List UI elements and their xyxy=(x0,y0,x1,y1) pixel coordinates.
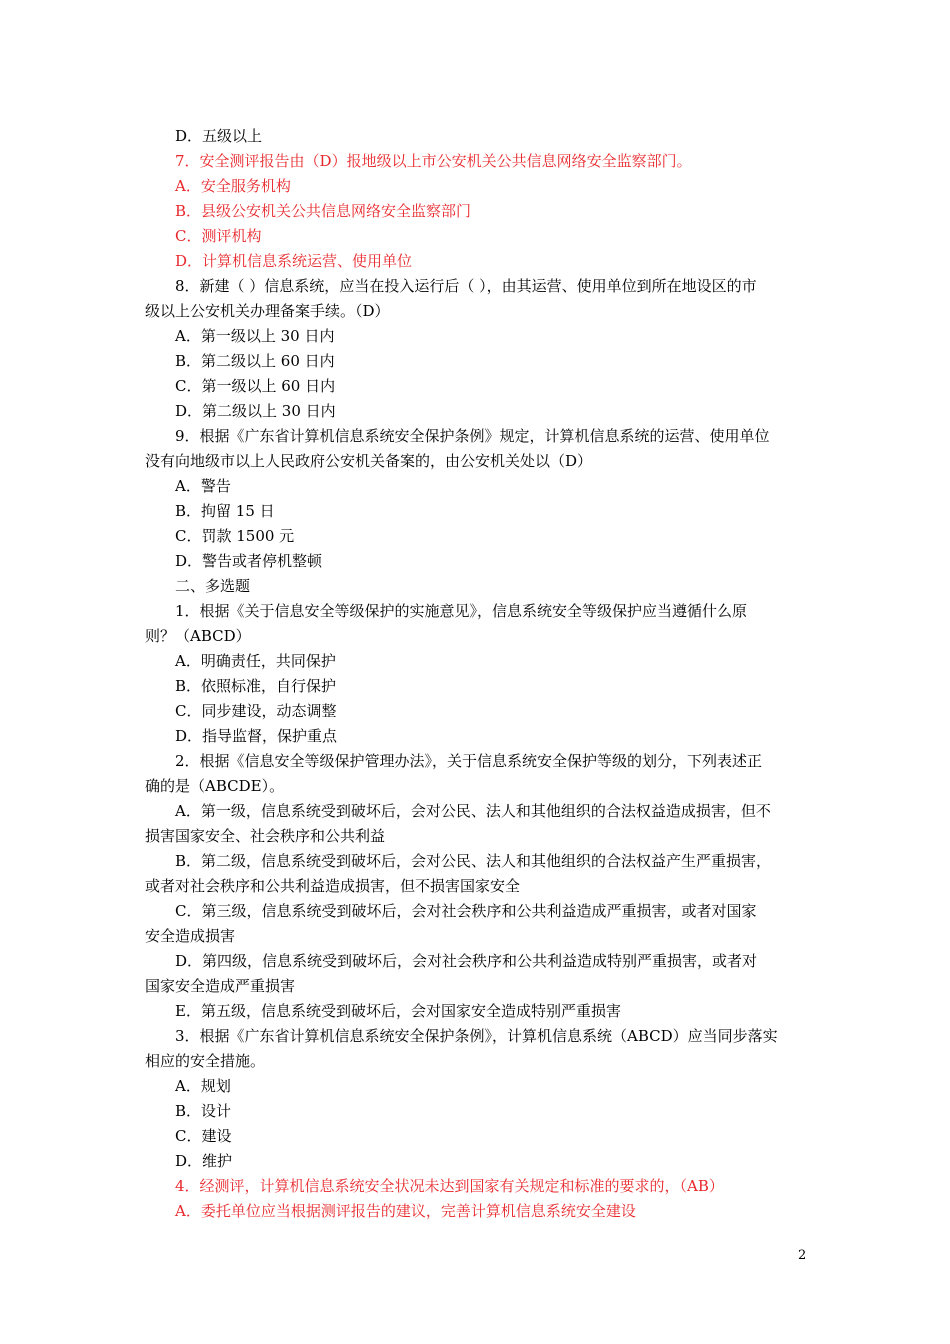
option-paragraph: B．第二级，信息系统受到破坏后，会对公民、法人和其他组织的合法权益产生严重损害， 或者对社会秩序和公共利益造成损害，但不损害国家安全 xyxy=(145,852,772,895)
multi-question-2: 2．根据《信息安全等级保护管理办法》，关于信息系统安全保护等级的划分，下列表述正 确的是（ABCDE）。 xyxy=(145,752,763,795)
option-line: D．五级以上 xyxy=(175,127,263,145)
option-paragraph: A．第一级，信息系统受到破坏后，会对公民、法人和其他组织的合法权益造成损害，但不 损害国家安全、社会秩序和公共利益 xyxy=(145,802,771,845)
page-number: 2 xyxy=(798,1248,807,1263)
multi-question-1: 1．根据《关于信息安全等级保护的实施意见》，信息系统安全等级保护应当遵循什么原 则？（ABCD） xyxy=(145,602,748,645)
page-content xyxy=(145,124,810,1224)
multi-question-3: 3．根据《广东省计算机信息系统安全保护条例》，计算机信息系统（ABCD）应当同步落实 相应的安全措施。 xyxy=(145,1027,778,1070)
question-8: 8．新建（ ）信息系统，应当在投入运行后（ ），由其运营、使用单位到所在地设区的市 级以上公安机关办理备案手续。（D） xyxy=(145,277,757,320)
multi-question-4: 4．经测评，计算机信息系统安全状况未达到国家有关规定和标准的要求的，（AB） xyxy=(175,1177,724,1195)
option-line: A．安全服务机构 xyxy=(175,177,291,195)
question-7: 7．安全测评报告由（D）报地级以上市公安机关公共信息网络安全监察部门。 xyxy=(175,152,692,170)
option-line: E．第五级，信息系统受到破坏后，会对国家安全造成特别严重损害 xyxy=(175,1002,621,1020)
option-line: B．第二级以上 60 日内 xyxy=(175,352,335,370)
option-line: C．建设 xyxy=(175,1127,232,1145)
option-line: D．维护 xyxy=(175,1152,233,1170)
option-line: C．测评机构 xyxy=(175,227,262,245)
option-line: C．同步建设，动态调整 xyxy=(175,702,337,720)
option-line: A．第一级以上 30 日内 xyxy=(175,327,335,345)
option-line: C．第一级以上 60 日内 xyxy=(175,377,336,395)
option-line: D．第二级以上 30 日内 xyxy=(175,402,336,420)
option-line: A．委托单位应当根据测评报告的建议，完善计算机信息系统安全建设 xyxy=(175,1202,636,1220)
option-line: A．明确责任，共同保护 xyxy=(175,652,336,670)
question-9: 9．根据《广东省计算机信息系统安全保护条例》规定，计算机信息系统的运营、使用单位 没有向地级市以上人民政府公安机关备案的，由公安机关处以（D） xyxy=(145,427,770,470)
option-line: D．警告或者停机整顿 xyxy=(175,552,323,570)
section-heading: 二、多选题 xyxy=(175,577,251,595)
option-paragraph: C．第三级，信息系统受到破坏后，会对社会秩序和公共利益造成严重损害，或者对国家 安全造成损害 xyxy=(145,902,757,945)
option-line: D．计算机信息系统运营、使用单位 xyxy=(175,252,413,270)
option-line: B．设计 xyxy=(175,1102,232,1120)
option-line: A．警告 xyxy=(175,477,231,495)
option-line: B．依照标准，自行保护 xyxy=(175,677,337,695)
option-paragraph: D．第四级，信息系统受到破坏后，会对社会秩序和公共利益造成特别严重损害，或者对 国家安全造成严重损害 xyxy=(145,952,758,995)
option-line: A．规划 xyxy=(175,1077,231,1095)
option-line: C．罚款 1500 元 xyxy=(175,527,295,545)
option-line: B．拘留 15 日 xyxy=(175,502,275,520)
option-line: D．指导监督，保护重点 xyxy=(175,727,338,745)
option-line: B．县级公安机关公共信息网络安全监察部门 xyxy=(175,202,472,220)
